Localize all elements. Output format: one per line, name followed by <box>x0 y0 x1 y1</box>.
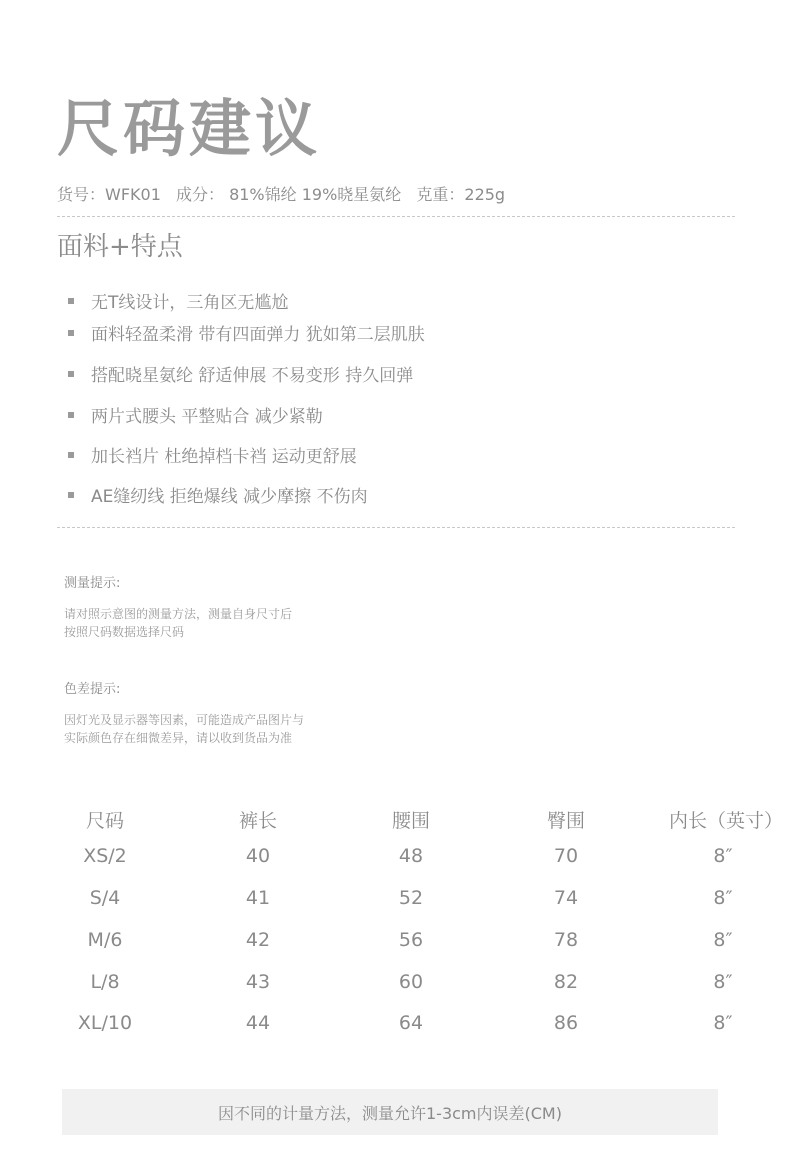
square-bullet-icon <box>68 412 74 418</box>
table-cell: 43 <box>245 971 271 993</box>
table-cell: 8″ <box>713 971 733 993</box>
table-cell: 56 <box>398 929 424 951</box>
footer-note <box>62 1089 718 1135</box>
square-bullet-icon <box>68 330 74 336</box>
feature-item: 搭配晓星氨纶 舒适伸展 不易变形 持久回弹 <box>68 361 413 386</box>
table-cell: 40 <box>245 845 271 867</box>
table-cell: 8″ <box>713 845 733 867</box>
table-cell: 8″ <box>713 887 733 909</box>
table-cell: 42 <box>245 929 271 951</box>
table-cell: M/6 <box>87 929 123 951</box>
measure-hint-text: 请对照示意图的测量方法，测量自身尺寸后 按照尺码数据选择尺码 <box>64 607 293 639</box>
table-cell: XL/10 <box>77 1012 133 1034</box>
footer-note-text: 因不同的计量方法，测量允许1-3cm内误差(CM) <box>218 1103 562 1123</box>
square-bullet-icon <box>68 492 74 498</box>
feature-item: 加长裆片 杜绝掉档卡裆 运动更舒展 <box>68 442 357 467</box>
table-cell: 48 <box>398 845 424 867</box>
table-cell: 8″ <box>713 929 733 951</box>
weight-label: 克重：225g <box>416 185 506 204</box>
table-cell: 8″ <box>713 1012 733 1034</box>
table-cell: 52 <box>398 887 424 909</box>
divider-bottom <box>57 527 735 528</box>
square-bullet-icon <box>68 371 74 377</box>
measure-hint-title: 测量提示: <box>64 576 121 591</box>
table-cell: 78 <box>553 929 579 951</box>
feature-item: 两片式腰头 平整贴合 减少紧勒 <box>68 402 323 427</box>
table-cell: 86 <box>553 1012 579 1034</box>
table-cell: S/4 <box>89 887 121 909</box>
table-cell: 70 <box>553 845 579 867</box>
feature-item: AE缝纫线 拒绝爆线 减少摩擦 不伤肉 <box>68 482 368 507</box>
table-cell: 64 <box>398 1012 424 1034</box>
table-cell: 74 <box>553 887 579 909</box>
table-header: 尺码 <box>85 810 124 832</box>
color-hint-title: 色差提示: <box>64 682 121 697</box>
feature-item: 面料轻盈柔滑 带有四面弹力 犹如第二层肌肤 <box>68 320 425 345</box>
table-cell: L/8 <box>90 971 120 993</box>
square-bullet-icon <box>68 298 74 304</box>
table-header: 臀围 <box>546 810 585 832</box>
divider-top <box>57 216 735 217</box>
table-header: 裤长 <box>238 810 277 832</box>
table-cell: 82 <box>553 971 579 993</box>
table-cell: 44 <box>245 1012 271 1034</box>
features-title: 面料+特点 <box>57 232 183 262</box>
square-bullet-icon <box>68 452 74 458</box>
composition-label: 成分： 81%锦纶 19%晓星氨纶 <box>175 185 402 204</box>
table-cell: XS/2 <box>83 845 127 867</box>
color-hint-text: 因灯光及显示器等因素，可能造成产品图片与 实际颜色存在细微差异，请以收到货品为准 <box>64 713 305 745</box>
table-cell: 60 <box>398 971 424 993</box>
table-cell: 41 <box>245 887 271 909</box>
table-header: 腰围 <box>391 810 430 832</box>
sku-label: 货号：WFK01 <box>57 185 161 204</box>
product-meta <box>57 182 515 205</box>
table-header: 内长（英寸） <box>668 810 783 832</box>
feature-item: 无T线设计，三角区无尴尬 <box>68 288 288 313</box>
page-title: 尺码建议 <box>57 92 322 165</box>
